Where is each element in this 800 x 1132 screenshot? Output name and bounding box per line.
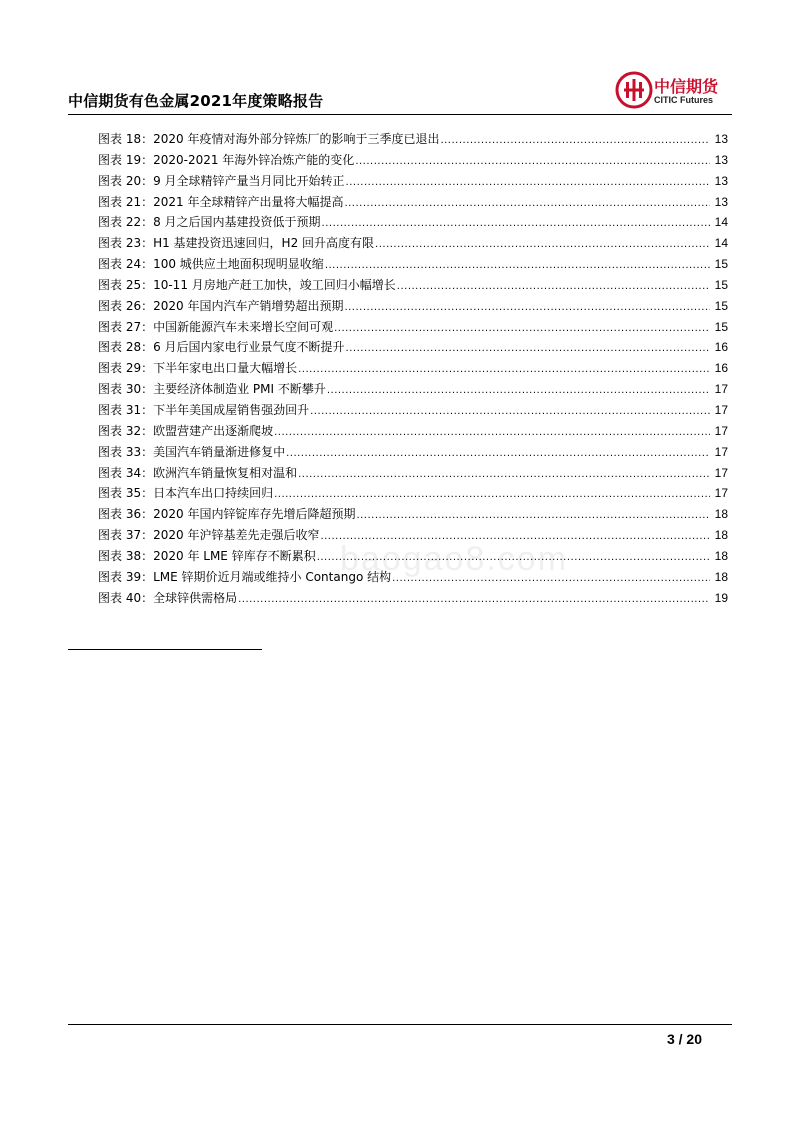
toc-dot-leader	[346, 173, 710, 194]
header-divider	[68, 114, 732, 115]
toc-entry[interactable]	[98, 233, 728, 254]
toc-dot-leader	[327, 381, 710, 402]
toc-dot-leader	[238, 590, 710, 611]
toc-entry-label: 图表 21：2021 年全球精锌产出量将大幅提高	[98, 194, 344, 209]
toc-dot-leader	[274, 423, 710, 444]
footnote-divider	[68, 649, 262, 650]
toc-dot-leader	[274, 485, 710, 506]
toc-entry[interactable]	[98, 588, 728, 609]
toc-entry-page: 16	[714, 361, 728, 376]
toc-dot-leader	[298, 360, 710, 381]
toc-entry-page: 17	[714, 465, 728, 480]
toc-dot-leader	[286, 444, 710, 465]
toc-entry-label: 图表 23：H1 基建投资迅速回归，H2 回升高度有限	[98, 236, 375, 251]
toc-entry[interactable]	[98, 150, 728, 171]
toc-entry[interactable]	[98, 358, 728, 379]
toc-entry-label: 图表 20：9 月全球精锌产量当月同比开始转正	[98, 173, 345, 188]
toc-entry-label: 图表 39：LME 锌期价近月端或维持小 Contango 结构	[98, 569, 392, 584]
toc-dot-leader	[356, 506, 710, 527]
toc-dot-leader	[355, 152, 710, 173]
toc-entry-label: 图表 31：下半年美国成屋销售强劲回升	[98, 402, 310, 417]
toc-entry[interactable]	[98, 254, 728, 275]
toc-entry-page: 18	[714, 528, 728, 543]
toc-entry-page: 15	[714, 319, 728, 334]
toc-dot-leader	[334, 319, 710, 340]
toc-entry-label: 图表 22：8 月之后国内基建投资低于预期	[98, 215, 321, 230]
toc-entry-page: 13	[714, 194, 728, 209]
toc-dot-leader	[440, 131, 710, 152]
toc-entry-page: 15	[714, 277, 728, 292]
toc-entry-page: 19	[714, 590, 728, 605]
toc-entry-label: 图表 40：全球锌供需格局	[98, 590, 238, 605]
toc-entry-page: 15	[714, 298, 728, 313]
logo-chinese-name: 中信期货	[654, 77, 719, 96]
toc-entry[interactable]	[98, 463, 728, 484]
toc-entry-label: 图表 27：中国新能源汽车未来增长空间可观	[98, 319, 334, 334]
toc-entry-label: 图表 37：2020 年沪锌基差先走强后收窄	[98, 528, 320, 543]
toc-entry-label: 图表 19：2020-2021 年海外锌冶炼产能的变化	[98, 152, 355, 167]
toc-entry-label: 图表 29：下半年家电出口量大幅增长	[98, 361, 298, 376]
figure-list	[98, 129, 728, 608]
toc-dot-leader	[298, 465, 710, 486]
watermark: baogao8.com	[340, 540, 569, 578]
toc-entry-page: 18	[714, 548, 728, 563]
toc-entry[interactable]	[98, 504, 728, 525]
toc-dot-leader	[310, 402, 710, 423]
toc-dot-leader	[344, 298, 710, 319]
toc-entry-page: 17	[714, 444, 728, 459]
toc-entry-page: 17	[714, 402, 728, 417]
toc-dot-leader	[375, 235, 710, 256]
toc-entry-label: 图表 38：2020 年 LME 锌库存不断累积	[98, 548, 316, 563]
toc-entry[interactable]	[98, 442, 728, 463]
toc-entry-page: 13	[714, 132, 728, 146]
toc-entry[interactable]	[98, 379, 728, 400]
toc-entry-label: 图表 36：2020 年国内锌锭库存先增后降超预期	[98, 507, 356, 522]
toc-entry-label: 图表 34：欧洲汽车销量恢复相对温和	[98, 465, 298, 480]
toc-entry-page: 18	[714, 507, 728, 522]
toc-entry-page: 13	[714, 152, 728, 167]
toc-entry-label: 图表 30：主要经济体制造业 PMI 不断攀升	[98, 382, 326, 397]
toc-entry-label: 图表 25：10-11 月房地产赶工加快，竣工回归小幅增长	[98, 277, 396, 292]
toc-entry[interactable]	[98, 337, 728, 358]
toc-entry-label: 图表 24：100 城供应土地面积现明显收缩	[98, 257, 324, 272]
toc-entry-page: 13	[714, 173, 728, 188]
toc-entry-label: 图表 32：欧盟营建产出逐渐爬坡	[98, 423, 274, 438]
toc-dot-leader	[344, 194, 710, 215]
toc-entry-page: 14	[714, 236, 728, 251]
logo-english-name: CITIC Futures	[654, 95, 714, 105]
toc-entry[interactable]	[98, 275, 728, 296]
toc-entry-page: 14	[714, 215, 728, 230]
toc-dot-leader	[346, 339, 710, 360]
toc-entry-page: 16	[714, 340, 728, 355]
toc-entry[interactable]	[98, 212, 728, 233]
toc-entry[interactable]	[98, 192, 728, 213]
toc-entry-label: 图表 28：6 月后国内家电行业景气度不断提升	[98, 340, 345, 355]
toc-dot-leader	[397, 277, 710, 298]
toc-entry-page: 15	[714, 257, 728, 272]
toc-entry[interactable]	[98, 317, 728, 338]
footer-divider	[68, 1024, 732, 1025]
toc-entry-page: 17	[714, 423, 728, 438]
citic-logo-icon	[614, 70, 654, 110]
toc-entry-label: 图表 18：2020 年疫情对海外部分锌炼厂的影响于三季度已退出	[98, 132, 440, 146]
toc-dot-leader	[325, 256, 710, 277]
toc-dot-leader	[322, 214, 710, 235]
toc-entry[interactable]	[98, 129, 728, 150]
toc-entry[interactable]	[98, 483, 728, 504]
toc-entry-page: 18	[714, 569, 728, 584]
report-title: 中信期货有色金属2021年度策略报告	[68, 92, 324, 110]
toc-entry-page: 17	[714, 486, 728, 501]
toc-entry[interactable]	[98, 400, 728, 421]
toc-entry[interactable]	[98, 296, 728, 317]
page-number: 3 / 20	[666, 1031, 702, 1047]
toc-entry-page: 17	[714, 382, 728, 397]
toc-entry[interactable]	[98, 421, 728, 442]
toc-entry[interactable]	[98, 171, 728, 192]
toc-entry-label: 图表 35：日本汽车出口持续回归	[98, 486, 274, 501]
toc-entry-label: 图表 33：美国汽车销量渐进修复中	[98, 444, 286, 459]
toc-entry-label: 图表 26：2020 年国内汽车产销增势超出预期	[98, 298, 344, 313]
citic-futures-logo	[614, 70, 734, 110]
